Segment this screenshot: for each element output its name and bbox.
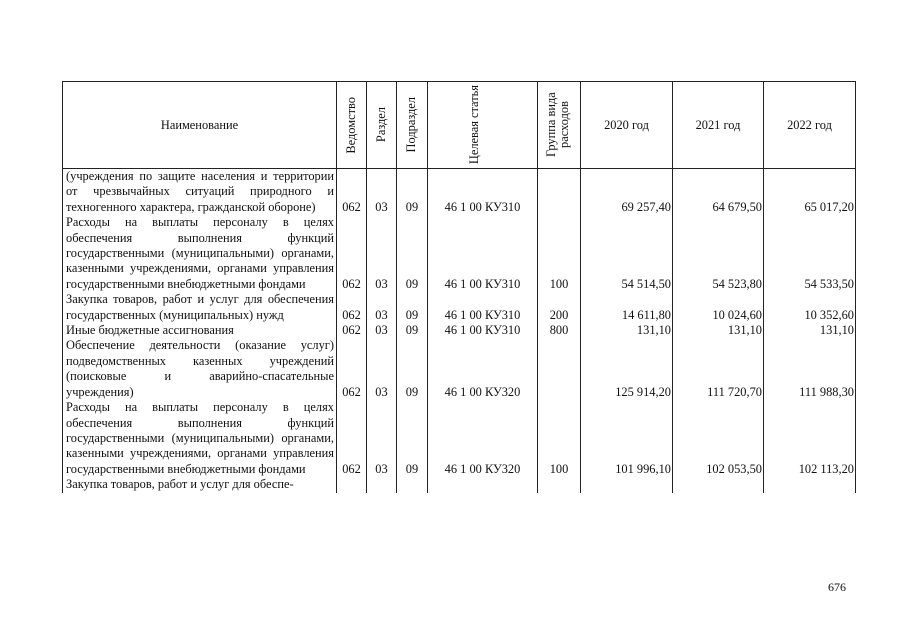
table-row [63, 292, 856, 323]
cell-y2022: 131,10 [764, 323, 856, 338]
cell-y2021: 54 523,80 [673, 215, 764, 292]
cell-razdel [367, 477, 397, 492]
cell-name: Расходы на выплаты персоналу в целях обеспечения выполнения функций государственными (муниципальными) органами, казенными учреждениями, органами управления государственными внебюджетными фондами [63, 400, 337, 477]
header-podrazdel [397, 82, 428, 169]
header-razdel-label: Раздел [373, 107, 388, 143]
table-row [63, 169, 856, 216]
cell-celevaya [428, 477, 538, 492]
table-row [63, 323, 856, 338]
cell-podrazdel [397, 477, 428, 492]
cell-celevaya: 46 1 00 КУ310 [428, 292, 538, 323]
cell-name: (учреждения по защите населения и территории от чрезвычайных ситуаций природного и техногенного характера, гражданской обороне) [63, 169, 337, 216]
table-row [63, 400, 856, 477]
cell-gruppa: 200 [538, 292, 581, 323]
cell-gruppa [538, 477, 581, 492]
header-vedomstvo [337, 82, 367, 169]
cell-y2022: 10 352,60 [764, 292, 856, 323]
cell-podrazdel: 09 [397, 338, 428, 400]
cell-y2021: 111 720,70 [673, 338, 764, 400]
cell-ved: 062 [337, 323, 367, 338]
cell-podrazdel: 09 [397, 323, 428, 338]
cell-gruppa: 800 [538, 323, 581, 338]
cell-y2020: 14 611,80 [581, 292, 673, 323]
header-2021: 2021 год [673, 82, 764, 169]
header-celevaya-label: Целевая статья [466, 85, 481, 165]
header-celevaya [428, 82, 538, 169]
cell-y2022: 54 533,50 [764, 215, 856, 292]
cell-y2021 [673, 477, 764, 492]
table-header-row [63, 82, 856, 169]
cell-y2020: 131,10 [581, 323, 673, 338]
cell-gruppa [538, 169, 581, 216]
table-row [63, 338, 856, 400]
cell-ved: 062 [337, 292, 367, 323]
cell-name: Закупка товаров, работ и услуг для обеспе- [63, 477, 337, 492]
cell-y2020: 69 257,40 [581, 169, 673, 216]
page-number: 676 [828, 580, 846, 594]
cell-name: Расходы на выплаты персоналу в целях обеспечения выполнения функций государственными (муниципальными) органами, казенными учреждениями, органами управления государственными внебюджетными фондами [63, 215, 337, 292]
cell-ved: 062 [337, 338, 367, 400]
table-row [63, 215, 856, 292]
cell-y2021: 10 024,60 [673, 292, 764, 323]
cell-razdel: 03 [367, 400, 397, 477]
cell-y2020: 125 914,20 [581, 338, 673, 400]
header-gruppa [538, 82, 581, 169]
cell-razdel: 03 [367, 323, 397, 338]
cell-y2021: 102 053,50 [673, 400, 764, 477]
header-2020: 2020 год [581, 82, 673, 169]
cell-name: Обеспечение деятельности (оказание услуг) подведомственных казенных учреждений (поисковые и аварийно-спасательные учреждения) [63, 338, 337, 400]
cell-y2022: 65 017,20 [764, 169, 856, 216]
cell-y2021: 64 679,50 [673, 169, 764, 216]
table-body [63, 169, 856, 493]
cell-razdel: 03 [367, 169, 397, 216]
cell-ved [337, 477, 367, 492]
cell-ved: 062 [337, 215, 367, 292]
cell-ved: 062 [337, 169, 367, 216]
cell-podrazdel: 09 [397, 292, 428, 323]
header-podrazdel-label: Подраздел [404, 97, 419, 153]
cell-podrazdel: 09 [397, 215, 428, 292]
cell-gruppa: 100 [538, 400, 581, 477]
cell-y2022: 111 988,30 [764, 338, 856, 400]
budget-table [62, 81, 856, 493]
header-razdel [367, 82, 397, 169]
cell-celevaya: 46 1 00 КУ320 [428, 338, 538, 400]
cell-y2020: 101 996,10 [581, 400, 673, 477]
cell-name: Закупка товаров, работ и услуг для обеспечения государственных (муниципальных) нужд [63, 292, 337, 323]
cell-y2020 [581, 477, 673, 492]
table-row [63, 477, 856, 492]
header-2022: 2022 год [764, 82, 856, 169]
cell-y2020: 54 514,50 [581, 215, 673, 292]
cell-razdel: 03 [367, 338, 397, 400]
cell-celevaya: 46 1 00 КУ310 [428, 323, 538, 338]
cell-podrazdel: 09 [397, 400, 428, 477]
cell-celevaya: 46 1 00 КУ310 [428, 169, 538, 216]
cell-gruppa [538, 338, 581, 400]
cell-celevaya: 46 1 00 КУ320 [428, 400, 538, 477]
cell-ved: 062 [337, 400, 367, 477]
cell-celevaya: 46 1 00 КУ310 [428, 215, 538, 292]
cell-razdel: 03 [367, 292, 397, 323]
cell-podrazdel: 09 [397, 169, 428, 216]
cell-razdel: 03 [367, 215, 397, 292]
header-name: Наименование [63, 82, 337, 169]
header-vedomstvo-label: Ведомство [343, 96, 358, 154]
cell-y2022 [764, 477, 856, 492]
cell-name: Иные бюджетные ассигнования [63, 323, 337, 338]
cell-y2021: 131,10 [673, 323, 764, 338]
cell-gruppa: 100 [538, 215, 581, 292]
cell-y2022: 102 113,20 [764, 400, 856, 477]
header-gruppa-label: Группа вида расходов [544, 92, 572, 158]
